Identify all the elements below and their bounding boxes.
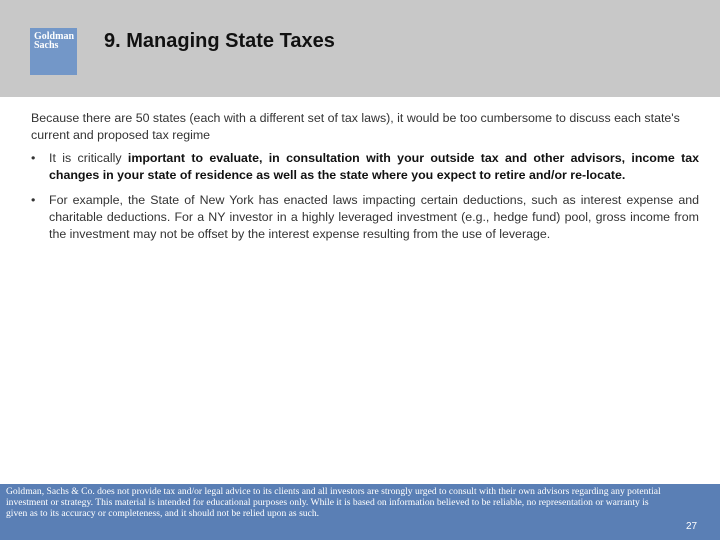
logo-text-line1: Goldman (34, 31, 75, 42)
footer-disclaimer: Goldman, Sachs & Co. does not provide tax and/or legal advice to its clients and all investors are strongly urged to consult with their own advisors regarding any potential investment or strategy. This material is intended for educational purposes only. While it is based on information believed to be reliable, no representation or warranty is given as to its accuracy or completeness, and it should not be relied upon as such. (6, 486, 661, 519)
slide-title: 9. Managing State Taxes (104, 30, 335, 52)
logo-text-line2: Sachs (34, 40, 59, 51)
slide-body (31, 110, 699, 243)
bullet-marker: • (31, 193, 36, 207)
bullet-item (31, 192, 699, 243)
bullet-emphasis: important to evaluate, in consultation with your outside tax and other advisors, income tax changes in your state of residence as well as the state where you expect to retire and/or re-locate. (49, 151, 700, 182)
slide-header (0, 0, 720, 97)
goldman-sachs-logo (30, 28, 77, 75)
bullet-text: For example, the State of New York has enacted laws impacting certain deductions, such as interest expense and charitable deductions. For a NY investor in a highly leveraged investment (e.g., hedge fund) pool, gross income from the investment may not be offset by the interest expense resulting from the use of leverage. (49, 193, 699, 241)
bullet-text: It is critically (49, 151, 128, 165)
bullet-marker: • (31, 151, 36, 165)
page-number: 27 (686, 521, 698, 532)
bullet-item (31, 150, 699, 184)
intro-paragraph: Because there are 50 states (each with a different set of tax laws), it would be too cumbersome to discuss each state's current and proposed tax regime (31, 111, 680, 142)
